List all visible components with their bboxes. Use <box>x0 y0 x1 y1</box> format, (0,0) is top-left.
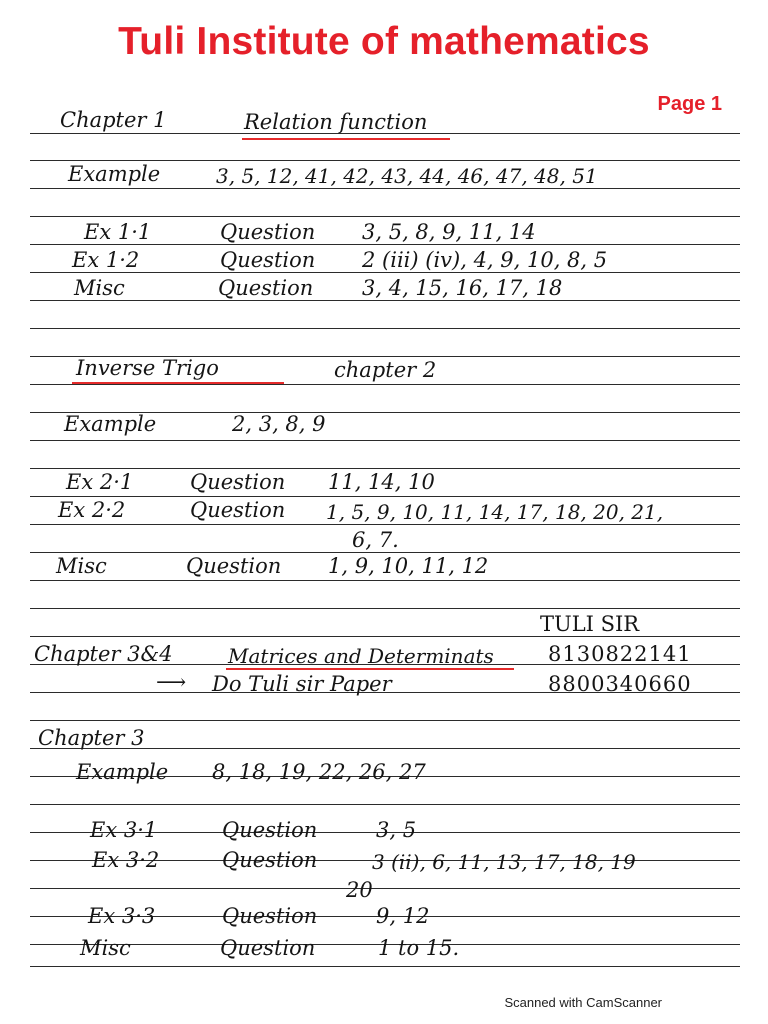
ch1-ex11-label: Ex 1·1 <box>84 220 152 244</box>
ch3-ex33-question: Question <box>222 904 318 928</box>
ch3-ex32-question: Question <box>222 848 318 872</box>
ruled-line <box>30 580 740 581</box>
scanner-watermark: Scanned with CamScanner <box>504 995 662 1010</box>
ch2-ex21-values: 11, 14, 10 <box>328 470 435 494</box>
chapter2-topic: Inverse Trigo <box>76 356 219 380</box>
ch3-example-values: 8, 18, 19, 22, 26, 27 <box>212 760 426 784</box>
ch1-ex12-values: 2 (iii) (iv), 4, 9, 10, 8, 5 <box>362 248 608 272</box>
chapter3-heading: Chapter 3 <box>38 726 145 750</box>
ch1-misc-question: Question <box>218 276 314 300</box>
ch3-ex32-label: Ex 3·2 <box>92 848 160 872</box>
contact-phone-1: 8130822141 <box>548 642 692 666</box>
ch3-ex31-question: Question <box>222 818 318 842</box>
chapter2-topic-underline <box>72 382 284 384</box>
ruled-line <box>30 328 740 329</box>
ch3-example-label: Example <box>76 760 169 784</box>
ruled-line <box>30 300 740 301</box>
ch2-ex22-values: 1, 5, 9, 10, 11, 14, 17, 18, 20, 21, <box>326 500 664 524</box>
ruled-line <box>30 720 740 721</box>
ruled-line <box>30 636 740 637</box>
ch3-ex33-values: 9, 12 <box>376 904 430 928</box>
ch2-ex22-question: Question <box>190 498 286 522</box>
ch2-example-values: 2, 3, 8, 9 <box>232 412 326 436</box>
ruled-line <box>30 966 740 967</box>
ch2-ex21-label: Ex 2·1 <box>66 470 134 494</box>
ch2-misc-values: 1, 9, 10, 11, 12 <box>328 554 489 578</box>
ch3-ex33-label: Ex 3·3 <box>88 904 156 928</box>
chapter2-heading: chapter 2 <box>334 358 437 382</box>
ch2-ex22-values-continued: 6, 7. <box>352 528 399 552</box>
chapter34-topic: Matrices and Determinats <box>228 644 494 668</box>
ch3-ex31-label: Ex 3·1 <box>90 818 158 842</box>
chapter1-topic: Relation function <box>244 110 428 134</box>
chapter1-topic-underline <box>242 138 450 140</box>
ch1-ex12-label: Ex 1·2 <box>72 248 140 272</box>
chapter34-topic-underline <box>226 668 514 670</box>
ch2-example-label: Example <box>64 412 157 436</box>
ruled-line <box>30 244 740 245</box>
ruled-line <box>30 272 740 273</box>
contact-phone-2: 8800340660 <box>548 672 692 696</box>
contact-name: TULI SIR <box>540 612 640 636</box>
chapter34-instruction: Do Tuli sir Paper <box>212 672 392 696</box>
ch3-ex32-values: 3 (ii), 6, 11, 13, 17, 18, 19 <box>372 850 636 874</box>
ch1-ex11-values: 3, 5, 8, 9, 11, 14 <box>362 220 536 244</box>
ch1-misc-label: Misc <box>74 276 125 300</box>
ch1-ex11-question: Question <box>220 220 316 244</box>
ch3-ex31-values: 3, 5 <box>376 818 417 842</box>
ruled-line <box>30 384 740 385</box>
ruled-line <box>30 496 740 497</box>
ch1-misc-values: 3, 4, 15, 16, 17, 18 <box>362 276 563 300</box>
ch2-misc-label: Misc <box>56 554 107 578</box>
ruled-line <box>30 888 740 889</box>
chapter1-heading: Chapter 1 <box>60 108 167 132</box>
ruled-line <box>30 608 740 609</box>
ruled-line <box>30 440 740 441</box>
ch1-example-values: 3, 5, 12, 41, 42, 43, 44, 46, 47, 48, 51 <box>216 164 598 188</box>
ch1-ex12-question: Question <box>220 248 316 272</box>
ch2-misc-question: Question <box>186 554 282 578</box>
ruled-line <box>30 468 740 469</box>
ch3-misc-question: Question <box>220 936 316 960</box>
page-title: Tuli Institute of mathematics <box>118 20 650 63</box>
ch3-ex32-values-continued: 20 <box>346 878 373 902</box>
ruled-line <box>30 160 740 161</box>
arrow-icon: ⟶ <box>156 670 187 694</box>
ruled-line <box>30 216 740 217</box>
ch1-example-label: Example <box>68 162 161 186</box>
ch2-ex22-label: Ex 2·2 <box>58 498 126 522</box>
ch3-misc-values: 1 to 15. <box>378 936 460 960</box>
page-number: Page 1 <box>657 93 722 115</box>
ruled-line <box>30 188 740 189</box>
chapter34-heading: Chapter 3&4 <box>34 642 173 666</box>
ch3-misc-label: Misc <box>80 936 131 960</box>
ch2-ex21-question: Question <box>190 470 286 494</box>
ruled-line <box>30 552 740 553</box>
ruled-line <box>30 524 740 525</box>
ruled-line <box>30 804 740 805</box>
